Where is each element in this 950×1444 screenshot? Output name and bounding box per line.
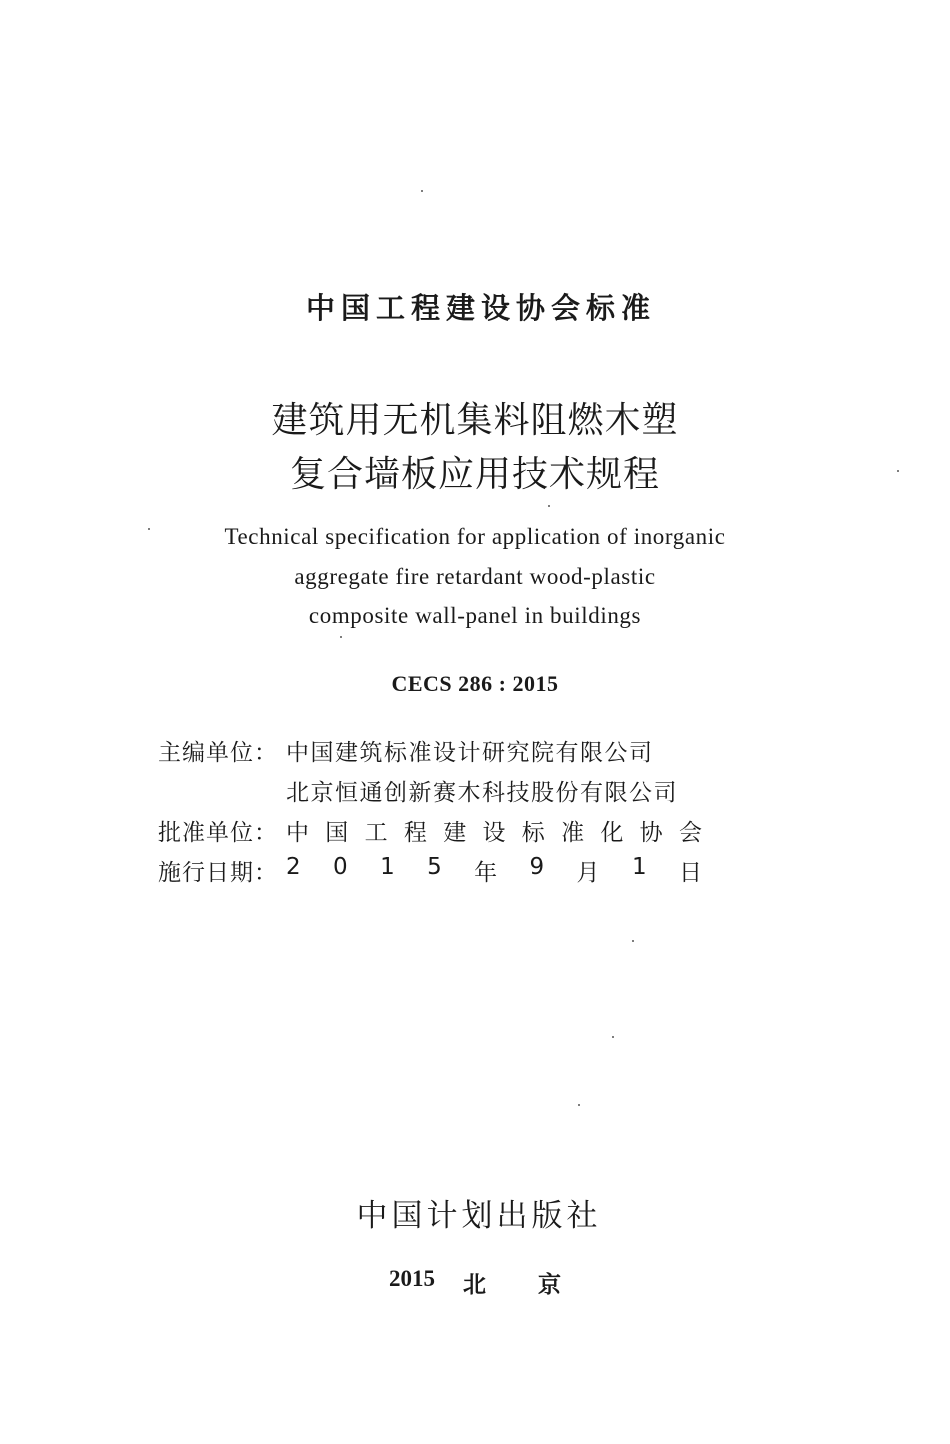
scan-speck — [340, 636, 342, 638]
approver-char: 建 — [443, 819, 467, 846]
scan-speck — [612, 1036, 614, 1038]
title-english-line-3: composite wall-panel in buildings — [308, 603, 642, 628]
effective-date-label: 施行日期： — [158, 859, 278, 886]
approver-char: 设 — [482, 819, 506, 846]
editors-label: 主编单位： — [158, 739, 278, 766]
scan-speck — [578, 1104, 580, 1106]
title-english-line-1: Technical specification for application of inorganic — [224, 524, 726, 549]
standard-code: CECS 286 : 2015 — [391, 671, 559, 696]
effective-date-value — [286, 854, 702, 887]
scan-speck — [148, 528, 150, 530]
publication-city: 北京 — [463, 1272, 613, 1298]
editor-2: 北京恒通创新赛木科技股份有限公司 — [286, 779, 678, 806]
date-char: 1 — [380, 853, 395, 880]
approver-char: 协 — [639, 819, 663, 846]
scan-speck — [897, 470, 899, 472]
approver-char: 中 — [286, 819, 309, 846]
approver-row — [158, 814, 702, 846]
date-char: 月 — [576, 859, 600, 886]
title-chinese-line-1: 建筑用无机集料阻燃木塑 — [271, 400, 679, 441]
publisher-name: 中国计划出版社 — [356, 1198, 602, 1234]
approver-char: 准 — [561, 819, 585, 846]
scan-speck — [632, 940, 634, 942]
effective-date-row — [158, 854, 702, 886]
approver-char: 会 — [678, 819, 702, 846]
date-char: 0 — [333, 853, 348, 880]
approver-label: 批准单位： — [158, 819, 278, 846]
date-char: 日 — [678, 859, 702, 886]
scan-speck — [548, 505, 550, 507]
date-char: 5 — [427, 853, 442, 880]
date-char: 1 — [631, 853, 647, 880]
approver-char: 标 — [521, 819, 545, 846]
approver-char: 程 — [403, 819, 427, 846]
approver-char: 工 — [364, 819, 388, 846]
editors-row — [158, 734, 702, 766]
publication-year: 2015 — [389, 1266, 435, 1291]
date-char: 9 — [529, 853, 545, 880]
date-char: 2 — [286, 853, 301, 880]
editor-1: 中国建筑标准设计研究院有限公司 — [286, 739, 654, 766]
approver-value — [286, 814, 702, 847]
scan-speck — [421, 190, 423, 192]
title-chinese-line-2: 复合墙板应用技术规程 — [289, 454, 660, 495]
publication-line — [0, 1266, 950, 1299]
approver-char: 国 — [325, 819, 349, 846]
title-english-line-2: aggregate fire retardant wood-plastic — [294, 564, 656, 589]
date-char: 年 — [474, 859, 498, 886]
editors-row-2 — [286, 774, 702, 806]
approver-char: 化 — [600, 819, 624, 846]
association-header: 中国工程建设协会标准 — [305, 291, 656, 325]
